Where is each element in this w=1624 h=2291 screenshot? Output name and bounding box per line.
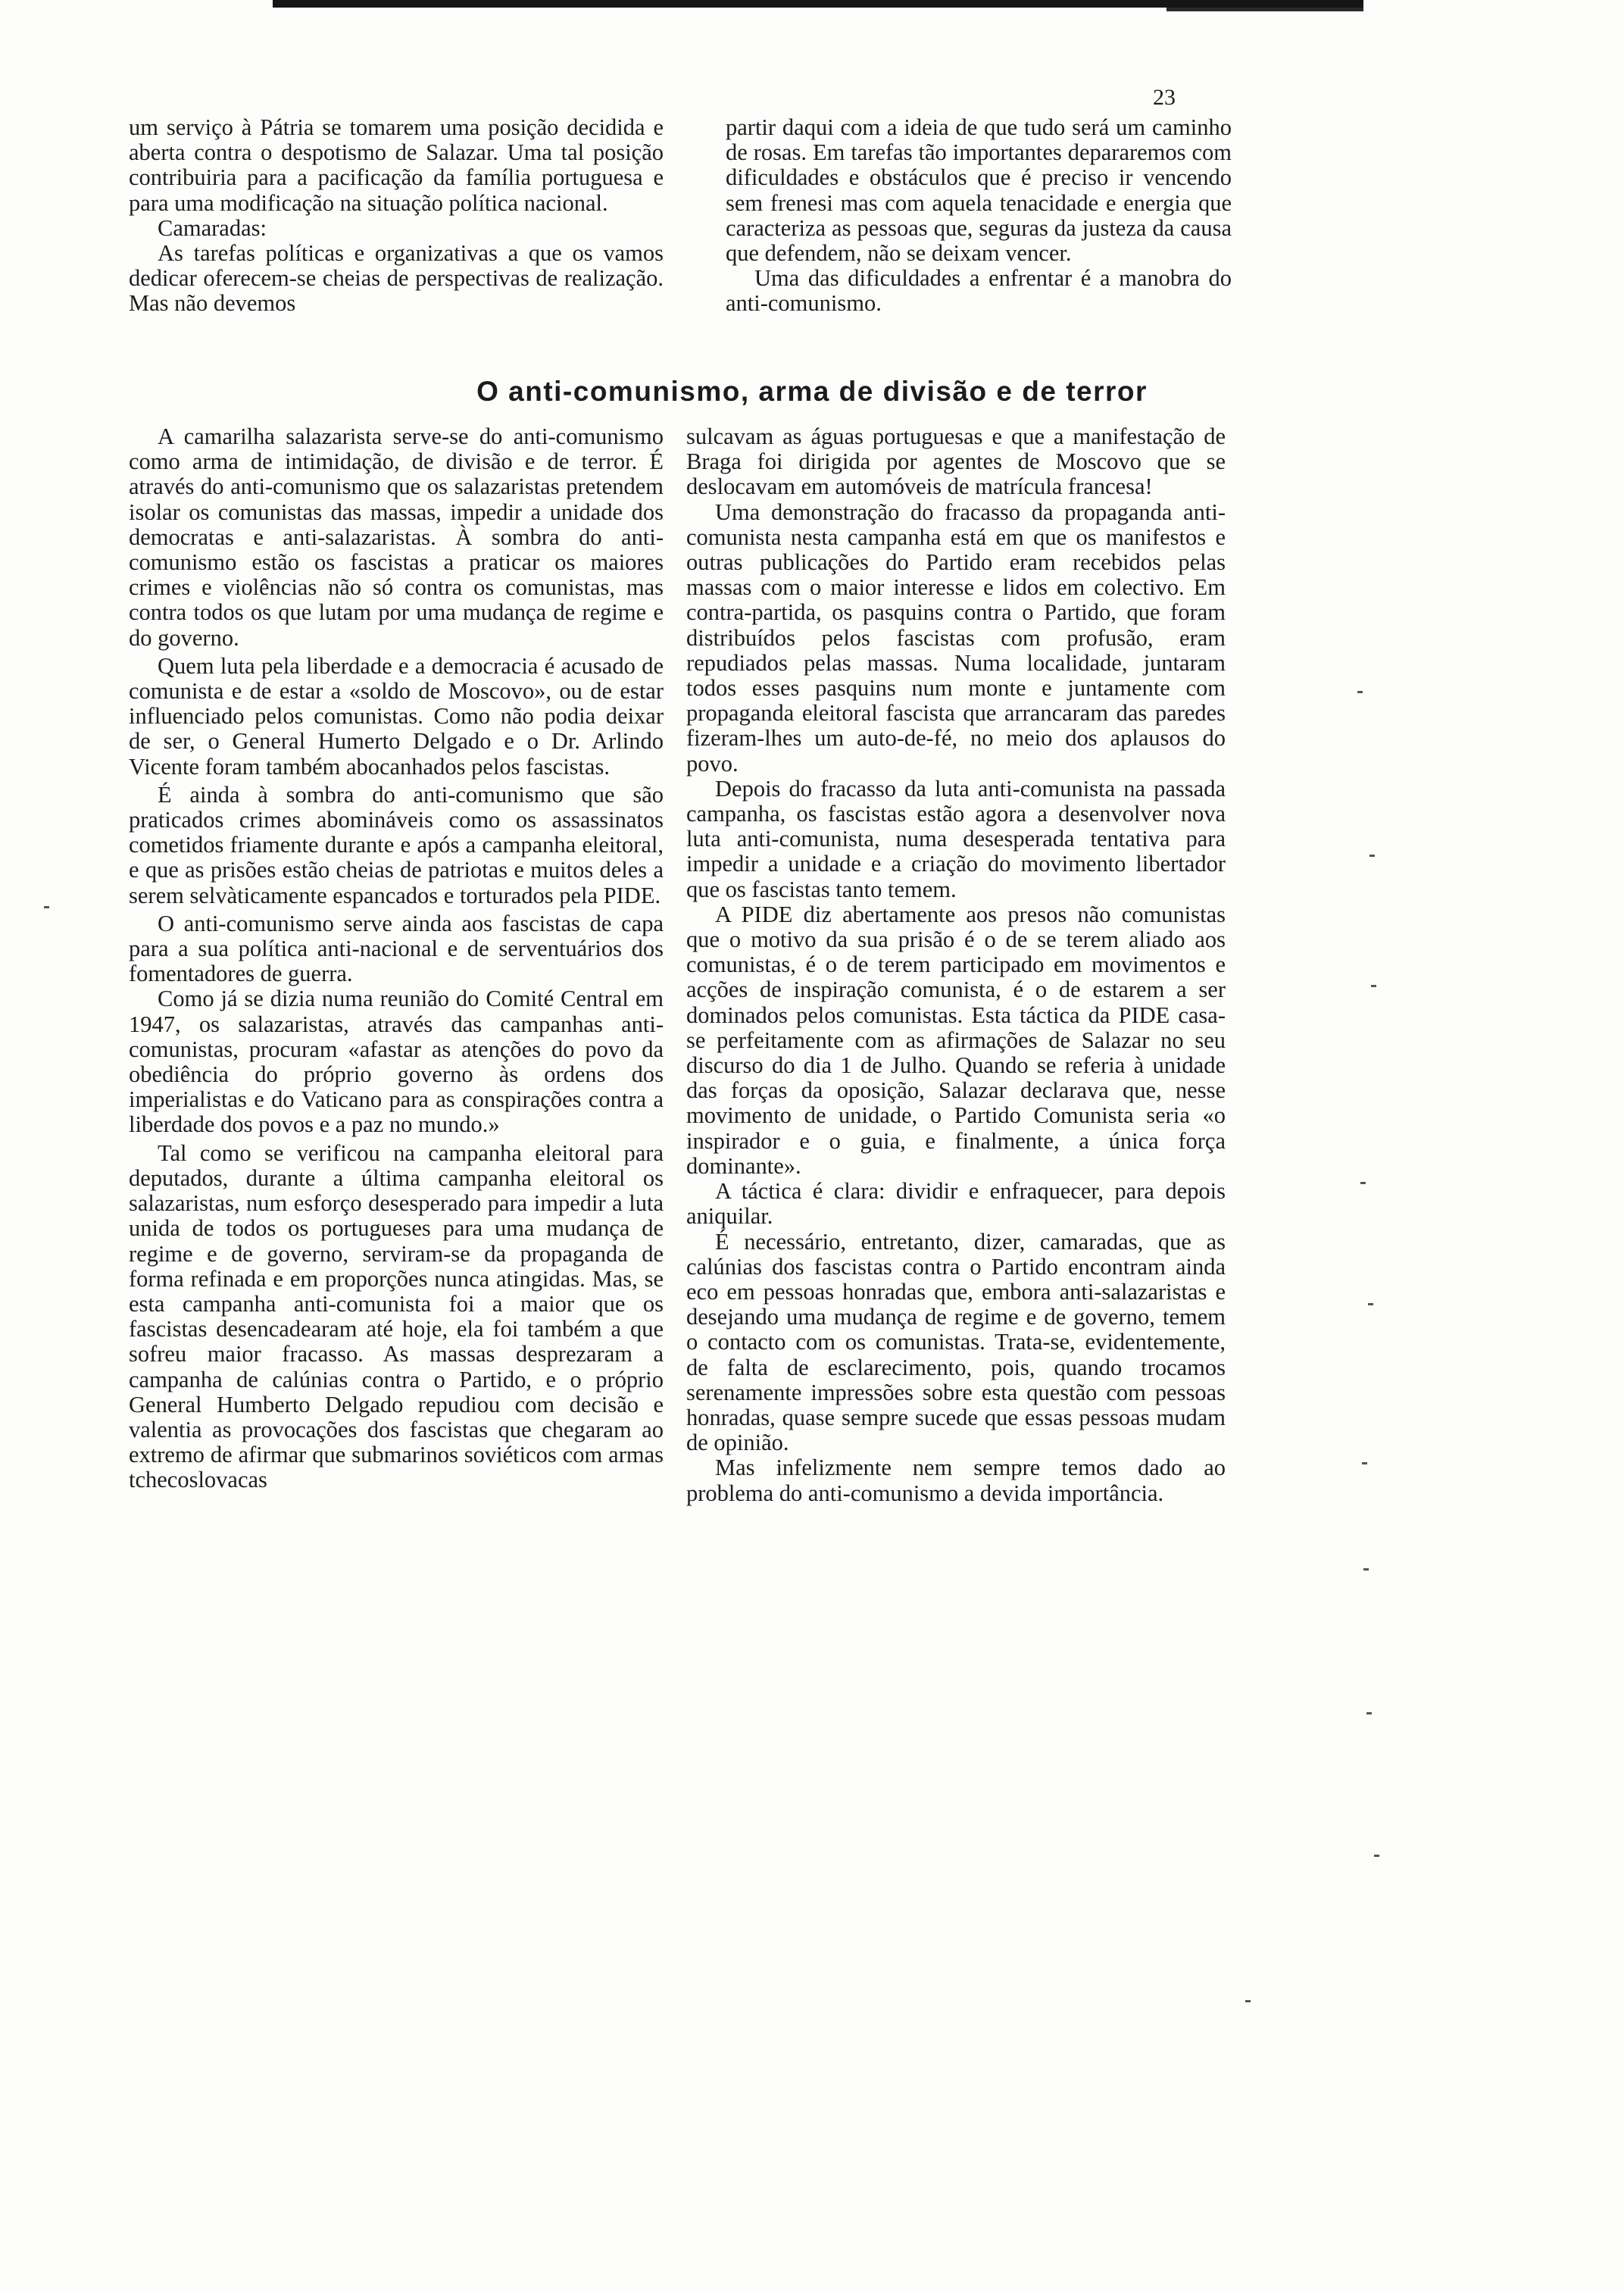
scan-speck <box>44 906 49 908</box>
paragraph: Como já se dizia numa reunião do Comité Central em 1947, os salazaristas, através das campanhas anti-comunistas, procuram «afastar as atenções do povo da obediência do próprio governo às ordens dos imperialistas e do Vaticano para as conspirações contra a liberdade dos povos e a paz no mundo.» <box>129 986 664 1138</box>
paragraph: sulcavam as águas portuguesas e que a manifestação de Braga foi dirigida por agentes de Moscovo que se deslocavam em automóveis de matrícula francesa! <box>686 424 1226 500</box>
paragraph: É ainda à sombra do anti-comunismo que são praticados crimes abomináveis como os assassinatos cometidos friamente durante e após a campanha eleitoral, e que as prisões estão cheias de patriotas e muitos deles a serem selvàticamente espancados e torturados pela PIDE. <box>129 781 664 908</box>
paragraph: Uma demonstração do fracasso da propaganda anti-comunista nesta campanha está em que os manifestos e outras publicações do Partido eram recebidos pelas massas com o maior interesse e lidos em colectivo. Em contra-partida, os pasquins contra o Partido, que foram distribuídos pelos fascistas com profusão, eram repudiados pelas massas. Numa localidade, juntaram todos esses pasquins num monte e juntamente com propaganda eleitoral fascista que arrancaram das paredes fizeram-lhes um auto-de-fé, no meio dos aplausos do povo. <box>686 499 1226 777</box>
scan-speck <box>1371 985 1376 987</box>
page-number: 23 <box>1153 85 1176 110</box>
scan-speck <box>1360 1182 1366 1184</box>
scan-speck <box>1362 1462 1367 1464</box>
paragraph: A táctica é clara: dividir e enfraquecer, para depois aniquilar. <box>686 1178 1226 1230</box>
paragraph: Depois do fracasso da luta anti-comunista na passada campanha, os fascistas estão agora a desenvolver nova luta anti-comunista, numa desesperada tentativa para impedir a unidade e a criação do movimento libertador que os fascistas tanto temem. <box>686 775 1226 902</box>
upper-left-column <box>129 115 664 317</box>
top-rule <box>273 0 1363 8</box>
scan-speck <box>1366 1712 1372 1714</box>
salutation: Camaradas: <box>158 214 267 241</box>
paragraph: Mas infelizmente nem sempre temos dado ao problema do anti-comunismo a devida importância. <box>686 1455 1226 1506</box>
paragraph: partir daqui com a ideia de que tudo será um caminho de rosas. Em tarefas tão importantes depararemos com dificuldades e obstáculos que é preciso ir vencendo sem frenesi mas com aquela tenacidade e energia que caracteriza as pessoas que, seguras da justeza da causa que defendem, não se deixam vencer. <box>726 114 1232 267</box>
paragraph: É necessário, entretanto, dizer, camaradas, que as calúnias dos fascistas contra o Partido encontram ainda eco em pessoas honradas que, embora anti-salazaristas e desejando uma mudança de regime e de governo, temem o contacto com os comunistas. Trata-se, evidentemente, de falta de esclarecimento, pois, quando trocamos serenamente impressões sobre esta questão com pessoas honradas, quase sempre sucede que essas pessoas mudam de opinião. <box>686 1228 1226 1456</box>
scan-speck <box>1374 1855 1379 1857</box>
paragraph: um serviço à Pátria se tomarem uma posição decidida e aberta contra o despotismo de Salazar. Uma tal posição contribuiria para a pacificação da família portuguesa e para uma modificação na situação política nacional. <box>129 114 664 216</box>
scan-speck <box>1363 1568 1369 1571</box>
paragraph: Tal como se verificou na campanha eleitoral para deputados, durante a última campanha eleitoral os salazaristas, num esforço desesperado para impedir a luta unida de todos os portugueses para uma mudança de regime e de governo, serviram-se da propaganda de forma refinada e em proporções nunca atingidas. Mas, se esta campanha anti-comunista foi a maior que os fascistas desencadearam até hoje, ela foi também a que sofreu maior fracasso. As massas desprezaram a campanha de calúnias contra o Partido, e o próprio General Humberto Delgado repudiou com decisão e valentia as provocações dos fascistas que chegaram ao extremo de afirmar que submarinos soviéticos com armas tchecoslovacas <box>129 1139 664 1493</box>
scan-speck <box>1357 691 1363 693</box>
upper-right-column <box>726 115 1232 317</box>
lower-left-column <box>129 424 664 1493</box>
paragraph: O anti-comunismo serve ainda aos fascistas de capa para a sua política anti-nacional e de serventuários dos fomentadores de guerra. <box>129 910 664 987</box>
lower-right-column <box>686 424 1226 1506</box>
paragraph: A camarilha salazarista serve-se do anti-comunismo como arma de intimidação, de divisão e de terror. É através do anti-comunismo que os salazaristas pretendem isolar os comunistas das massas, impedir a unidade dos democratas e anti-salazaristas. À sombra do anti-comunismo estão os fascistas a praticar os maiores crimes e violências não só contra os comunistas, mas contra todos os que lutam por uma mudança de regime e do governo. <box>129 424 664 651</box>
scan-speck <box>1368 1303 1373 1305</box>
paragraph: Quem luta pela liberdade e a democracia é acusado de comunista e de estar a «soldo de Moscovo», ou de estar influenciado pelos comunistas. Como não podia deixar de ser, o General Humerto Delgado e o Dr. Arlindo Vicente foram também abocanhados pelos fascistas. <box>129 652 664 780</box>
paragraph: A PIDE diz abertamente aos presos não comunistas que o motivo da sua prisão é o de se terem aliado aos comunistas, é o de terem participado em movimentos e acções de inspiração comunista, é o de estarem a ser dominados pelos comunistas. Esta táctica da PIDE casa-se perfeitamente com as afirmações de Salazar no seu discurso do dia 1 de Julho. Quando se referia à unidade das forças da oposição, Salazar declarava que, nesse movimento de unidade, o Partido Comunista seria «o inspirador e o guia, e finalmente, a única força dominante». <box>686 901 1226 1179</box>
section-heading: O anti-comunismo, arma de divisão e de terror <box>476 376 1148 407</box>
scan-speck <box>1245 2000 1251 2002</box>
paragraph: Uma das dificuldades a enfrentar é a manobra do anti-comunismo. <box>726 265 1232 317</box>
scan-speck <box>1369 855 1375 857</box>
top-rule-tail <box>1166 8 1363 11</box>
paragraph: As tarefas políticas e organizativas a que os vamos dedicar oferecem-se cheias de perspectivas de realização. Mas não devemos <box>129 240 664 317</box>
